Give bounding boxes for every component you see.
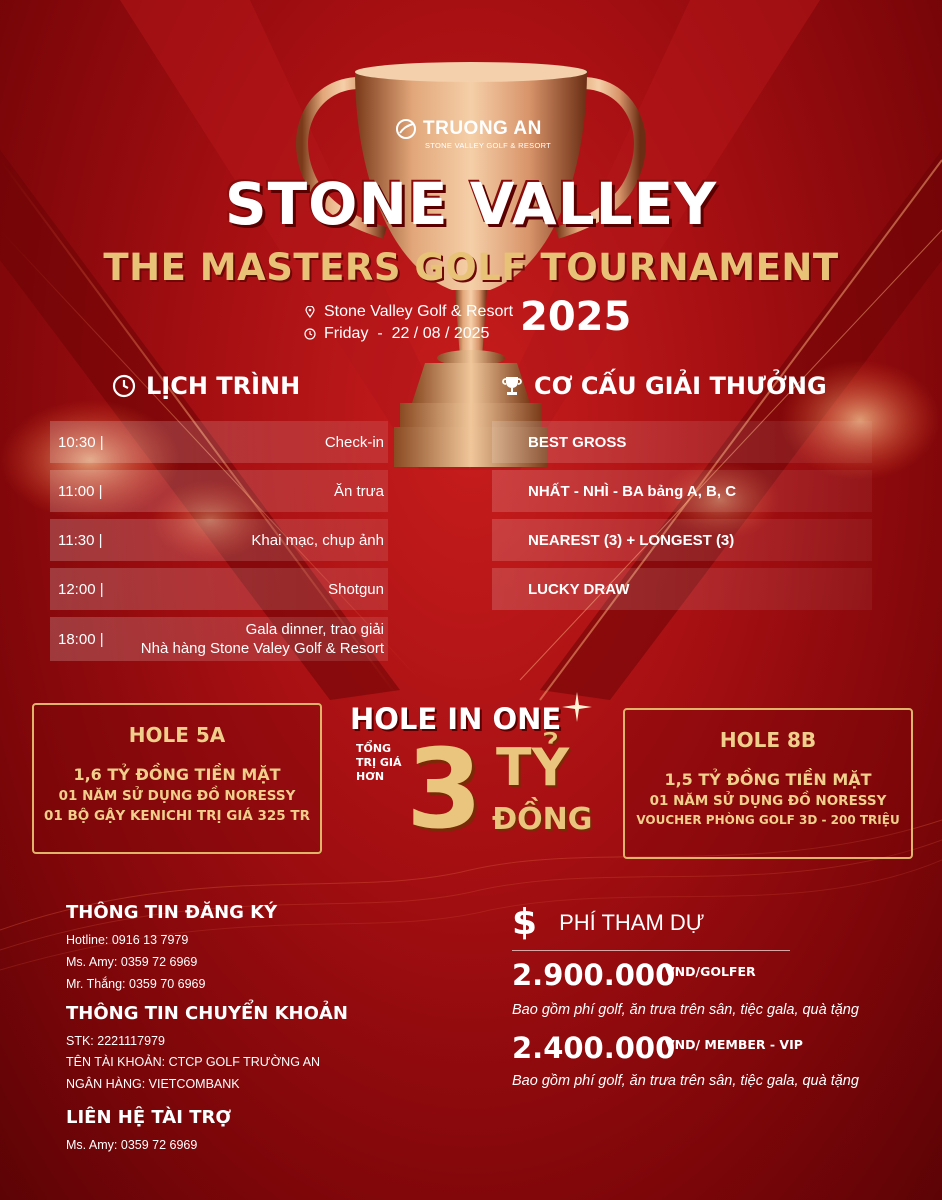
transfer-line: NGÂN HÀNG: VIETCOMBANK [66,1077,240,1091]
clock-icon [112,374,136,398]
schedule-row [50,568,388,610]
hole-8b-box [623,708,913,859]
fee-heading-label: PHÍ THAM DỰ [559,909,705,935]
price-golfer-unit: VND/GOLFER [665,964,756,979]
registration-heading: THÔNG TIN ĐĂNG KÝ [66,902,278,923]
schedule-time: 11:30 | [58,531,103,549]
prize-heading [500,372,827,400]
event-date: Friday - 22 / 08 / 2025 [324,325,490,342]
schedule-time: 10:30 | [58,433,104,451]
price-golfer-note: Bao gồm phí golf, ăn trưa trên sân, tiệc gala, quà tặng [512,1002,859,1018]
prize-row: NEAREST (3) + LONGEST (3) [492,519,872,561]
sparkle-icon [562,692,592,722]
schedule-time: 18:00 | [58,630,104,648]
event-title: STONE VALLEY [224,170,718,238]
logo-subtitle: STONE VALLEY GOLF & RESORT [425,141,552,150]
price-member-note: Bao gồm phí golf, ăn trưa trên sân, tiệc gala, quà tặng [512,1073,859,1089]
schedule-heading-label: LỊCH TRÌNH [146,372,301,400]
price-golfer: 2.900.000 [512,958,676,992]
hole-in-one-caption-line: TỔNG [356,742,392,755]
hole-in-one-caption-line: TRỊ GIÁ [356,756,402,769]
hole-in-one-caption-line: HƠN [356,770,385,783]
transfer-heading: THÔNG TIN CHUYỂN KHOẢN [66,1003,348,1024]
fee-heading [512,902,705,943]
transfer-line: TÊN TÀI KHOẢN: CTCP GOLF TRƯỜNG AN [66,1055,321,1069]
clock-icon [304,328,316,340]
schedule-time: 12:00 | [58,580,104,598]
schedule-row [50,470,388,512]
schedule-desc-line: Gala dinner, trao giải [245,621,384,638]
schedule-desc: Check-in [324,433,384,451]
registration-line: Ms. Amy: 0359 72 6969 [66,955,198,969]
schedule-desc: Ăn trưa [333,482,384,500]
schedule-time: 11:00 | [58,482,103,500]
hole-in-one-unit: TỶ [496,738,570,798]
dollar-icon: $ [512,902,538,943]
hole-in-one-currency: ĐỒNG [492,802,593,837]
fee-divider [512,950,790,951]
venue-name: Stone Valley Golf & Resort [324,303,514,320]
schedule-heading [112,372,300,400]
prize-row: LUCKY DRAW [492,568,872,610]
sponsor-line: Ms. Amy: 0359 72 6969 [66,1138,198,1152]
hole-in-one-caption [356,742,402,784]
prize-heading-label: CƠ CẤU GIẢI THƯỞNG [534,372,827,400]
hole-8b-line: 1,5 TỶ ĐỒNG TIỀN MẶT [664,770,872,789]
schedule-desc: Shotgun [328,580,384,598]
event-subtitle: THE MASTERS GOLF TOURNAMENT [103,246,839,289]
schedule-desc: Khai mạc, chụp ảnh [251,531,384,549]
trophy-icon [500,374,524,398]
hole-5a-line: 1,6 TỶ ĐỒNG TIỀN MẶT [73,765,281,784]
prize-row: BEST GROSS [492,421,872,463]
hole-in-one-banner [350,700,600,853]
hole-8b-title: HOLE 8B [719,728,817,752]
registration-line: Hotline: 0916 13 7979 [66,933,189,947]
event-year: 2025 [520,294,632,340]
location-pin-icon [304,306,316,318]
schedule-desc [126,620,388,658]
hole-in-one-title: HOLE IN ONE [350,702,562,736]
hole-8b-line: 01 NĂM SỬ DỤNG ĐỒ NORESSY [649,793,887,809]
price-member: 2.400.000 [512,1031,676,1065]
registration-line: Mr. Thắng: 0359 70 6969 [66,977,206,991]
transfer-line: STK: 2221117979 [66,1034,165,1048]
brand-logo [395,118,555,150]
sponsor-heading: LIÊN HỆ TÀI TRỢ [66,1107,232,1128]
prize-row: NHẤT - NHÌ - BA bảng A, B, C [492,470,872,512]
logo-mark-icon [395,118,417,140]
hole-5a-line: 01 BỘ GẬY KENICHI TRỊ GIÁ 325 TR [44,808,310,824]
venue-info [304,301,513,345]
hole-5a-line: 01 NĂM SỬ DỤNG ĐỒ NORESSY [58,788,296,804]
price-member-unit: VND/ MEMBER - VIP [665,1037,803,1052]
hole-5a-box [32,703,322,854]
hole-5a-title: HOLE 5A [128,723,226,747]
schedule-desc-line: Nhà hàng Stone Valey Golf & Resort [140,640,384,657]
schedule-row [50,421,388,463]
schedule-row [50,617,388,661]
hole-8b-line: VOUCHER PHÒNG GOLF 3D - 200 TRIỆU [636,813,900,827]
hole-in-one-amount: 3 [406,725,483,853]
logo-name: TRUONG AN [423,118,542,139]
schedule-row [50,519,388,561]
